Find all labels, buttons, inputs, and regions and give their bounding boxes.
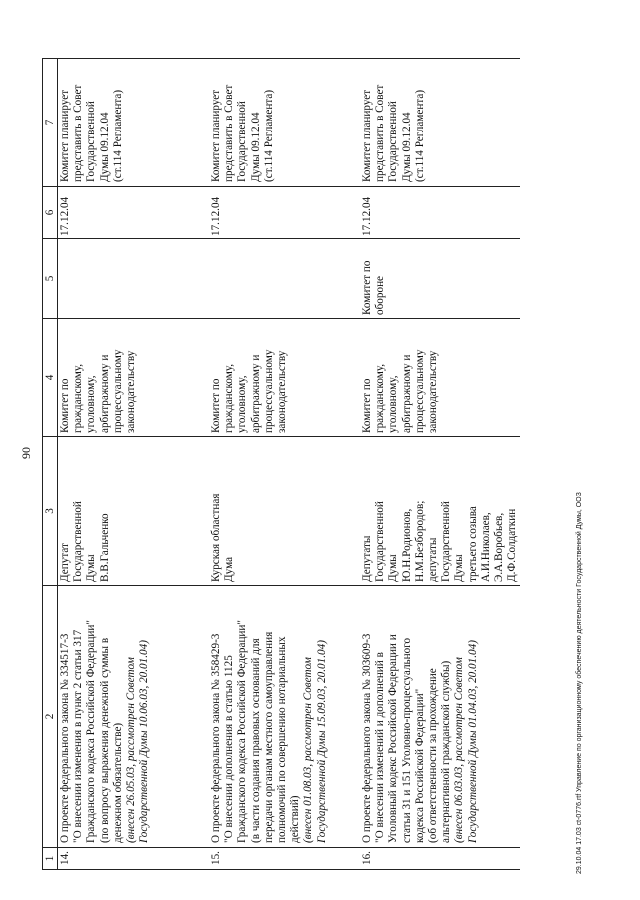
text-line: (ст.114 Регламента)	[111, 89, 124, 182]
text-line: Государственной Думы 15.09.03, 20.01.04)	[315, 640, 328, 843]
text-line: представить в Совет	[72, 84, 85, 182]
text-line: Думы	[85, 554, 98, 582]
text-line: (внесен 26.05.03, рассмотрен Советом	[125, 657, 138, 843]
text-line: Комитет по	[210, 378, 222, 433]
text-line: Д.Ф.Солдаткин	[506, 508, 519, 582]
row-number-cell: 15.	[209, 848, 360, 870]
text-line: Думы	[453, 554, 466, 582]
text-line: арбитражному и	[249, 354, 262, 433]
text-line: А.И.Николаев,	[479, 512, 492, 582]
text-line: (внесен 01.08.03, рассмотрен Советом	[302, 657, 315, 843]
text-line: Комитет по	[361, 260, 373, 315]
text-line: депутаты	[427, 537, 440, 582]
text-line: (ст.114 Регламента)	[262, 89, 275, 182]
text-line: Государственной Думы 10.06.03, 20.01.04)	[138, 640, 151, 843]
table-row	[209, 59, 360, 870]
text-line: "О внесении изменений и дополнений в	[374, 652, 387, 843]
text-line: В.В.Гальченко	[98, 513, 111, 582]
text-line: законодательству	[125, 350, 138, 433]
text-line: О проекте федерального закона № 303609-3	[361, 633, 373, 843]
text-line: представить в Совет	[374, 84, 387, 182]
column-number-5: 5	[43, 239, 58, 319]
column-number-4: 4	[43, 319, 58, 437]
text-line: уголовному,	[236, 375, 249, 433]
co-executor-committee-cell	[58, 239, 210, 319]
co-executor-committee-cell	[209, 239, 360, 319]
text-line: передачи органам местного самоуправления	[262, 631, 275, 843]
text-line: Комитет по	[59, 378, 71, 433]
text-line: Курская областная	[210, 493, 222, 582]
initiator-cell	[58, 437, 210, 586]
text-line: (в части создания правовых оснований для	[249, 638, 262, 843]
responsible-committee-cell	[209, 319, 360, 437]
status-cell	[209, 59, 360, 187]
text-line: гражданскому,	[223, 363, 236, 433]
text-line: Э.А.Воробьев,	[493, 512, 506, 582]
text-line: Комитет по	[361, 378, 373, 433]
text-line: полномочий по совершению нотариальных	[276, 636, 289, 843]
text-line: Думы 09.12.04	[249, 112, 262, 182]
bills-table	[42, 58, 520, 870]
responsible-committee-cell	[360, 319, 520, 437]
text-line: уголовному,	[387, 375, 400, 433]
text-line: (внесен 06.03.03, рассмотрен Советом	[453, 657, 466, 843]
table-row	[58, 59, 210, 870]
text-line: обороне	[374, 275, 387, 315]
date-cell: 17.12.04	[58, 187, 210, 239]
text-line: Государственной	[440, 501, 453, 582]
text-line: "О внесении дополнения в статью 1125	[223, 655, 236, 843]
text-line: третьего созыва	[466, 506, 479, 582]
text-line: Комитет планирует	[361, 89, 373, 182]
text-line: гражданскому,	[374, 363, 387, 433]
initiator-cell	[360, 437, 520, 586]
text-line: Государственной	[72, 501, 85, 582]
text-line: законодательству	[427, 350, 440, 433]
text-line: (ст.114 Регламента)	[413, 89, 426, 182]
text-line: "О внесении изменения в пункт 2 статьи 317	[72, 629, 85, 843]
text-line: (об ответственности за прохождение	[427, 668, 440, 843]
table-row	[360, 59, 520, 870]
responsible-committee-cell	[58, 319, 210, 437]
text-line: альтернативной гражданской службы)	[440, 660, 453, 843]
text-line: Думы	[387, 554, 400, 582]
text-line: О проекте федерального закона № 358429-3	[210, 633, 222, 843]
status-cell	[58, 59, 210, 187]
text-line: Гражданского кодекса Российской Федерации"	[236, 620, 249, 843]
text-line: Ю.Н.Родионов,	[400, 508, 413, 582]
text-line: представить в Совет	[223, 84, 236, 182]
column-number-1: 1	[43, 848, 58, 870]
bill-description-cell	[360, 586, 520, 848]
text-line: Гражданского кодекса Российской Федерации"	[85, 620, 98, 843]
row-number-cell: 16.	[360, 848, 520, 870]
bill-description-cell	[209, 586, 360, 848]
text-line: процессуальному	[413, 349, 426, 433]
text-line: Государственной	[85, 101, 98, 182]
column-number-6: 6	[43, 187, 58, 239]
text-line: Государственной	[374, 501, 387, 582]
text-line: кодекса Российской Федерации"	[413, 688, 426, 843]
text-line: Депутаты	[361, 535, 373, 582]
text-line: законодательству	[276, 350, 289, 433]
text-line: Государственной	[387, 101, 400, 182]
text-line: Н.М.Безбородов;	[413, 500, 426, 582]
text-line: Комитет планирует	[59, 89, 71, 182]
text-line: гражданскому,	[72, 363, 85, 433]
page-number: 90	[19, 447, 33, 459]
column-number-7: 7	[43, 59, 58, 187]
initiator-cell	[209, 437, 360, 586]
text-line: Депутат	[59, 543, 71, 582]
co-executor-committee-cell	[360, 239, 520, 319]
text-line: процессуальному	[262, 349, 275, 433]
column-number-2: 2	[43, 586, 58, 848]
text-line: Государственной	[236, 101, 249, 182]
text-line: действий)	[289, 795, 302, 843]
text-line: Уголовный кодекс Российской Федерации и	[387, 634, 400, 843]
text-line: Государственной Думы 01.04.03, 20.01.04)	[466, 640, 479, 843]
table-header-row	[43, 59, 58, 870]
text-line: Думы 09.12.04	[400, 112, 413, 182]
text-line: денежном обязательстве)	[111, 722, 124, 843]
rotated-document-page	[20, 28, 595, 878]
bill-description-cell	[58, 586, 210, 848]
text-line: Дума	[223, 556, 236, 582]
status-cell	[360, 59, 520, 187]
text-line: (по вопросу выражения денежной суммы в	[98, 637, 111, 843]
column-number-3: 3	[43, 437, 58, 586]
text-line: процессуальному	[111, 349, 124, 433]
text-line: арбитражному и	[98, 354, 111, 433]
text-line: Думы 09.12.04	[98, 112, 111, 182]
text-line: Комитет планирует	[210, 89, 222, 182]
document-footer: 29.10.04 17.03 ct-0776.rtf Управление по организационному обеспечению деятельности Государственной Думы, ООЗ	[576, 492, 583, 874]
date-cell: 17.12.04	[209, 187, 360, 239]
text-line: О проекте федерального закона № 334517-3	[59, 633, 71, 843]
text-line: арбитражному и	[400, 354, 413, 433]
text-line: статьи 31 и 151 Уголовно-процессуального	[400, 637, 413, 843]
text-line: уголовному,	[85, 375, 98, 433]
row-number-cell: 14.	[58, 848, 210, 870]
date-cell: 17.12.04	[360, 187, 520, 239]
